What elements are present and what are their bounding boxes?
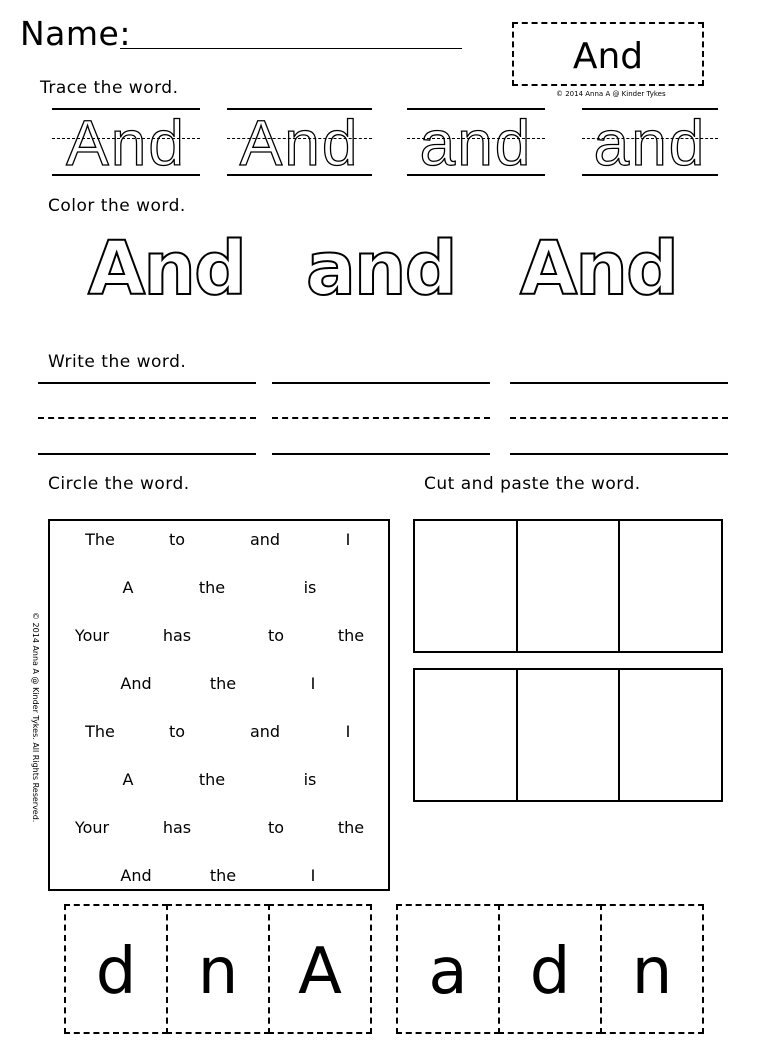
trace-word: And: [239, 107, 360, 179]
write-line-base[interactable]: [510, 453, 728, 455]
circle-word[interactable]: the: [337, 626, 365, 645]
circle-word[interactable]: Your: [74, 626, 110, 645]
write-line-mid: [510, 417, 728, 419]
trace-word: and: [593, 107, 707, 179]
paste-label: Cut and paste the word.: [424, 474, 641, 494]
circle-word[interactable]: the: [337, 818, 365, 837]
circle-word[interactable]: the: [209, 866, 237, 885]
circle-word[interactable]: Your: [74, 818, 110, 837]
cutout-letter-box[interactable]: [396, 904, 500, 1034]
circle-word[interactable]: A: [122, 578, 134, 597]
trace-cell: [227, 107, 372, 179]
circle-word[interactable]: and: [249, 722, 281, 741]
write-line-mid: [272, 417, 490, 419]
cutout-letter: a: [428, 935, 468, 1009]
bubble-word[interactable]: And: [520, 226, 677, 312]
trace-cell: [582, 107, 718, 179]
circle-word[interactable]: I: [310, 674, 316, 693]
circle-word[interactable]: is: [303, 770, 317, 789]
cutout-letter: d: [95, 935, 137, 1009]
paste-cell[interactable]: [415, 670, 518, 800]
circle-word[interactable]: the: [198, 578, 226, 597]
cutout-letter: A: [298, 935, 342, 1009]
bubble-word[interactable]: And: [88, 226, 245, 312]
circle-word[interactable]: And: [120, 866, 152, 885]
write-line-top[interactable]: [38, 382, 256, 384]
copyright-top: © 2014 Anna A @ Kinder Tykes: [556, 90, 666, 98]
cutout-letter-box[interactable]: [498, 904, 602, 1034]
trace-word: And: [66, 107, 186, 179]
circle-word[interactable]: to: [168, 530, 186, 549]
trace-label: Trace the word.: [40, 78, 179, 98]
bubble-word[interactable]: and: [306, 226, 456, 312]
circle-word[interactable]: has: [162, 626, 192, 645]
cutout-letter-box[interactable]: [64, 904, 168, 1034]
color-label: Color the word.: [48, 196, 186, 216]
circle-word[interactable]: I: [345, 722, 351, 741]
circle-word[interactable]: I: [310, 866, 316, 885]
circle-word[interactable]: to: [267, 818, 285, 837]
paste-cell[interactable]: [620, 521, 721, 651]
write-line-base[interactable]: [38, 453, 256, 455]
circle-word[interactable]: and: [249, 530, 281, 549]
circle-word[interactable]: is: [303, 578, 317, 597]
trace-cell: [407, 107, 545, 179]
circle-word[interactable]: the: [209, 674, 237, 693]
cutout-letter: n: [197, 935, 239, 1009]
circle-word[interactable]: The: [85, 530, 115, 549]
cutout-letter-box[interactable]: [268, 904, 372, 1034]
write-line-top[interactable]: [510, 382, 728, 384]
paste-cell[interactable]: [620, 670, 721, 800]
circle-word[interactable]: A: [122, 770, 134, 789]
paste-grid-top: [413, 519, 723, 653]
circle-word[interactable]: And: [120, 674, 152, 693]
circle-word[interactable]: to: [168, 722, 186, 741]
write-line-mid: [38, 417, 256, 419]
circle-word[interactable]: I: [345, 530, 351, 549]
circle-word[interactable]: has: [162, 818, 192, 837]
side-copyright: © 2014 Anna A @ Kinder Tykes. All Rights Reserved.: [31, 612, 40, 823]
paste-cell[interactable]: [518, 521, 621, 651]
paste-cell[interactable]: [415, 521, 518, 651]
cutout-letter-box[interactable]: [166, 904, 270, 1034]
paste-cell[interactable]: [518, 670, 621, 800]
circle-word[interactable]: The: [85, 722, 115, 741]
circle-word[interactable]: to: [267, 626, 285, 645]
target-word: And: [572, 36, 644, 77]
cutout-letter-box[interactable]: [600, 904, 704, 1034]
write-line-base[interactable]: [272, 453, 490, 455]
circle-label: Circle the word.: [48, 474, 190, 494]
write-line-top[interactable]: [272, 382, 490, 384]
name-line[interactable]: [120, 48, 462, 49]
name-label: Name:: [20, 14, 131, 53]
circle-word[interactable]: the: [198, 770, 226, 789]
trace-cell: [52, 107, 200, 179]
cutout-letter: d: [529, 935, 571, 1009]
write-label: Write the word.: [48, 352, 187, 372]
cutout-letter: n: [631, 935, 673, 1009]
trace-word: and: [419, 107, 533, 179]
paste-grid-bottom: [413, 668, 723, 802]
